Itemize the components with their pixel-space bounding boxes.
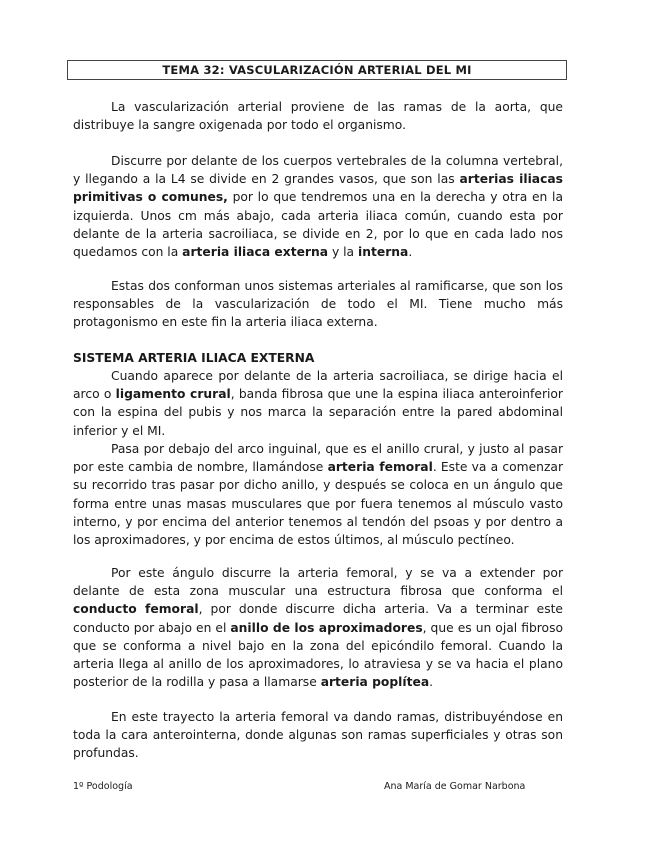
section-heading: SISTEMA ARTERIA ILIACA EXTERNA [73,351,315,365]
paragraph-systems [73,277,563,332]
paragraph-text: La vascularización arterial proviene de las ramas de la aorta, que distribuye la sangre oxigenada por todo el organismo. [73,100,563,133]
text-run: Pasa por debajo del arco inguinal, que es el anillo crural, y justo al pasar por este cambia de nombre, llamándose [73,442,563,475]
paragraph-femoral-canal [73,564,563,691]
text-run: . [408,245,413,260]
text-run: y la [328,245,358,260]
text-run: Por este ángulo discurre la arteria femoral, y se va a extender por delante de esta zona muscular una estructura fibrosa que conforma el [73,566,563,599]
text-run: , por donde discurre dicha arteria. Va a terminar este conducto por abajo en el [73,602,563,635]
text-run: Discurre por delante de los cuerpos vertebrales de la columna vertebral, y llegando a la L4 se divide en 2 grandes vasos, que son las [73,154,563,187]
bold-term: anillo de los aproximadores [230,620,423,635]
paragraph-femoral-artery [73,440,563,549]
bold-term: arteria poplítea [320,675,430,690]
paragraph-aorta-division [73,152,563,261]
text-run: por lo que tendremos una en la derecha y otra en la izquierda. Unos cm más abajo, cada arteria iliaca común, cuando esta por delante de la arteria sacroiliaca, se divide en 2, por lo que en cada lado nos quedamos con la [73,190,563,260]
text-run: , que es un ojal fibroso que se conforma a nivel bajo en la zona del epicóndilo femoral. Cuando la arteria llega al anillo de los aproximadores, lo atraviesa y se va hacia el plano posterior de la rodilla y pasa a llamarse [73,620,563,690]
paragraph-branches [73,708,563,763]
text-run: . [429,675,434,690]
paragraph-text: En este trayecto la arteria femoral va dando ramas, distribuyéndose en toda la cara anterointerna, donde algunas son ramas superficiales y otras son profundas. [73,710,563,761]
text-run: . Este va a comenzar su recorrido tras pasar por dicho anillo, y después se coloca en un ángulo que forma entre unas masas musculares que por fuera tenemos al músculo vasto interno, y por encima del anterior tenemos al tendón del psoas y por dentro a los aproximadores, y por encima de estos últimos, al músculo pectíneo. [73,460,564,548]
text-run: , banda fibrosa que une la espina iliaca anteroinferior con la espina del pubis y nos marca la separación entre la pared abdominal inferior y el MI. [73,387,563,438]
bold-term: arteria iliaca externa [182,245,329,260]
footer-author: Ana María de Gomar Narbona [384,781,526,792]
bold-term: interna [358,245,409,260]
paragraph-crural-ligament [73,367,563,440]
bold-term: conducto femoral [73,602,199,617]
bold-term: ligamento crural [115,387,231,402]
paragraph-intro [73,98,563,134]
text-run: Cuando aparece por delante de la arteria sacroiliaca, se dirige hacia el arco o [73,369,563,402]
bold-term: arterias iliacas primitivas o comunes, [73,172,564,205]
page-title: TEMA 32: VASCULARIZACIÓN ARTERIAL DEL MI [67,60,567,80]
bold-term: arteria femoral [327,460,433,475]
paragraph-text: Estas dos conforman unos sistemas arteriales al ramificarse, que son los responsables de la vascularización de todo el MI. Tiene mucho más protagonismo en este fin la arteria iliaca externa. [73,279,563,330]
footer-course: 1º Podología [73,781,133,792]
